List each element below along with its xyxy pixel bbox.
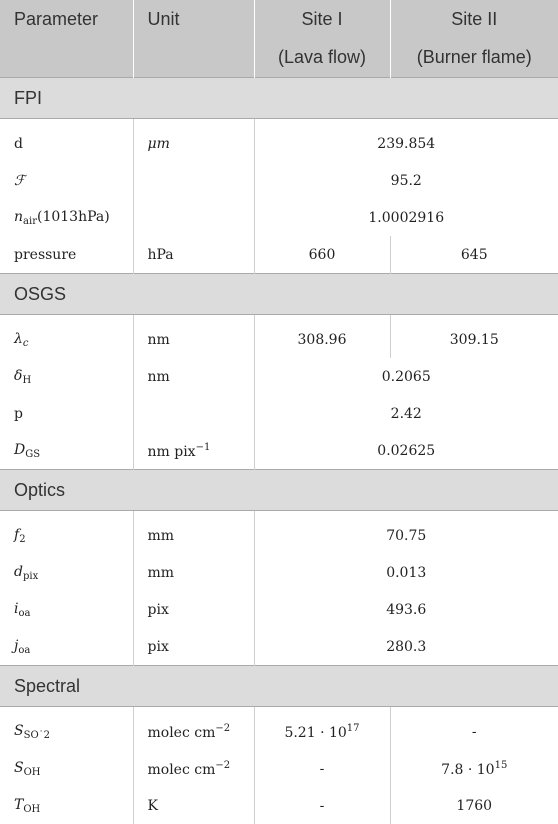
section-title: Spectral xyxy=(0,666,558,707)
table-row xyxy=(0,162,558,199)
unit-cell xyxy=(133,750,254,787)
value-cell: 493.6 xyxy=(386,601,427,618)
header-empty-2 xyxy=(133,38,254,78)
param-symbol: n xyxy=(14,208,24,225)
header-site2-sub: (Burner flame) xyxy=(390,38,558,78)
param-subscript: oa xyxy=(18,607,31,619)
param-subscript: SO˙2 xyxy=(23,729,51,741)
param-cell: d xyxy=(0,119,133,163)
site1-cell: 308.96 xyxy=(254,315,390,359)
unit-cell xyxy=(133,707,254,751)
table-row xyxy=(0,707,558,751)
param-cell xyxy=(0,511,133,555)
table-row xyxy=(0,511,558,555)
param-subscript: H xyxy=(22,374,32,386)
value-cell: 95.2 xyxy=(390,172,422,189)
param-cell xyxy=(0,628,133,666)
unit-cell xyxy=(133,119,254,163)
param-subscript: pix xyxy=(22,570,39,582)
unit-text: molec cm xyxy=(147,761,216,778)
table-row xyxy=(0,750,558,787)
site2-cell: 1760 xyxy=(456,797,493,814)
param-symbol: D xyxy=(14,441,26,458)
value-superscript: 17 xyxy=(346,722,360,734)
table-row xyxy=(0,432,558,470)
value-cell: 1.0002916 xyxy=(368,209,445,226)
header-site2: Site II xyxy=(390,0,558,38)
unit-cell: mm xyxy=(133,511,254,555)
param-subscript: c xyxy=(22,337,29,349)
section-title: Optics xyxy=(0,470,558,511)
header-row xyxy=(0,0,558,38)
table-row xyxy=(0,554,558,591)
value-cell: 0.02625 xyxy=(377,442,436,459)
header-parameter: Parameter xyxy=(0,0,133,38)
unit-text: nm pix xyxy=(147,443,196,460)
param-subscript: GS xyxy=(25,448,41,460)
section-spectral xyxy=(0,666,558,707)
table-row xyxy=(0,119,558,163)
param-cell xyxy=(0,750,133,787)
section-title: OSGS xyxy=(0,274,558,315)
param-cell xyxy=(0,554,133,591)
param-symbol: i xyxy=(14,600,19,617)
param-cell xyxy=(0,707,133,751)
param-cell xyxy=(0,315,133,359)
param-cell xyxy=(0,432,133,470)
table-row xyxy=(0,236,558,274)
header-site1: Site I xyxy=(254,0,390,38)
site2-cell: 309.15 xyxy=(449,331,499,348)
value-cell: 239.854 xyxy=(377,135,436,152)
value-text: 5.21 · 10 xyxy=(284,724,347,741)
param-cell xyxy=(0,787,133,824)
unit-text: μm xyxy=(147,135,170,152)
unit-cell xyxy=(133,395,254,432)
table-row xyxy=(0,358,558,395)
unit-cell: K xyxy=(133,787,254,824)
value-cell: 0.2065 xyxy=(381,368,431,385)
section-osgs xyxy=(0,274,558,315)
header-empty-1 xyxy=(0,38,133,78)
value-cell: 70.75 xyxy=(386,527,427,544)
unit-superscript: −2 xyxy=(215,759,231,771)
param-cell xyxy=(0,591,133,628)
param-symbol: ℱ xyxy=(14,172,26,189)
header-site1-sub: (Lava flow) xyxy=(254,38,390,78)
table-row xyxy=(0,315,558,359)
site2-cell: 645 xyxy=(460,246,488,263)
section-title: FPI xyxy=(0,78,558,119)
unit-cell xyxy=(133,432,254,470)
value-cell: 0.013 xyxy=(386,564,427,581)
site1-cell: - xyxy=(254,787,390,824)
param-symbol: f xyxy=(14,526,20,543)
param-subscript: air xyxy=(23,215,37,227)
unit-cell xyxy=(133,162,254,199)
param-symbol: j xyxy=(14,637,19,654)
site2-cell xyxy=(390,750,558,787)
param-symbol: S xyxy=(14,722,24,739)
param-cell xyxy=(0,358,133,395)
param-symbol: T xyxy=(14,796,24,813)
param-cell xyxy=(0,199,133,236)
unit-cell: pix xyxy=(133,591,254,628)
param-subscript: oa xyxy=(18,644,31,656)
section-optics xyxy=(0,470,558,511)
value-text: 7.8 · 10 xyxy=(441,761,495,778)
param-suffix: (1013hPa) xyxy=(36,208,110,225)
header-unit: Unit xyxy=(133,0,254,38)
param-cell: pressure xyxy=(0,236,133,274)
value-cell: 280.3 xyxy=(386,638,427,655)
table-row xyxy=(0,591,558,628)
unit-cell: nm xyxy=(133,358,254,395)
param-cell xyxy=(0,162,133,199)
param-subscript: OH xyxy=(23,803,41,815)
unit-text: molec cm xyxy=(147,724,216,741)
param-symbol: δ xyxy=(14,367,23,384)
table-row xyxy=(0,628,558,666)
site1-cell: 660 xyxy=(254,236,390,274)
site2-cell: - xyxy=(471,723,477,740)
param-subscript: OH xyxy=(23,766,41,778)
param-subscript: 2 xyxy=(19,533,26,545)
unit-cell: nm xyxy=(133,315,254,359)
site1-cell: - xyxy=(254,750,390,787)
param-symbol: S xyxy=(14,759,24,776)
unit-cell xyxy=(133,199,254,236)
header-subrow xyxy=(0,38,558,78)
table-row xyxy=(0,395,558,432)
param-symbol: λ xyxy=(14,330,23,347)
value-superscript: 15 xyxy=(494,759,508,771)
section-fpi xyxy=(0,78,558,119)
value-cell: 2.42 xyxy=(390,405,422,422)
site1-cell xyxy=(254,707,390,751)
unit-superscript: −1 xyxy=(195,441,211,453)
unit-cell: hPa xyxy=(133,236,254,274)
table-row xyxy=(0,787,558,824)
unit-cell: pix xyxy=(133,628,254,666)
unit-superscript: −2 xyxy=(215,722,231,734)
param-cell: p xyxy=(0,395,133,432)
table-row xyxy=(0,199,558,236)
param-symbol: d xyxy=(14,563,23,580)
unit-cell: mm xyxy=(133,554,254,591)
